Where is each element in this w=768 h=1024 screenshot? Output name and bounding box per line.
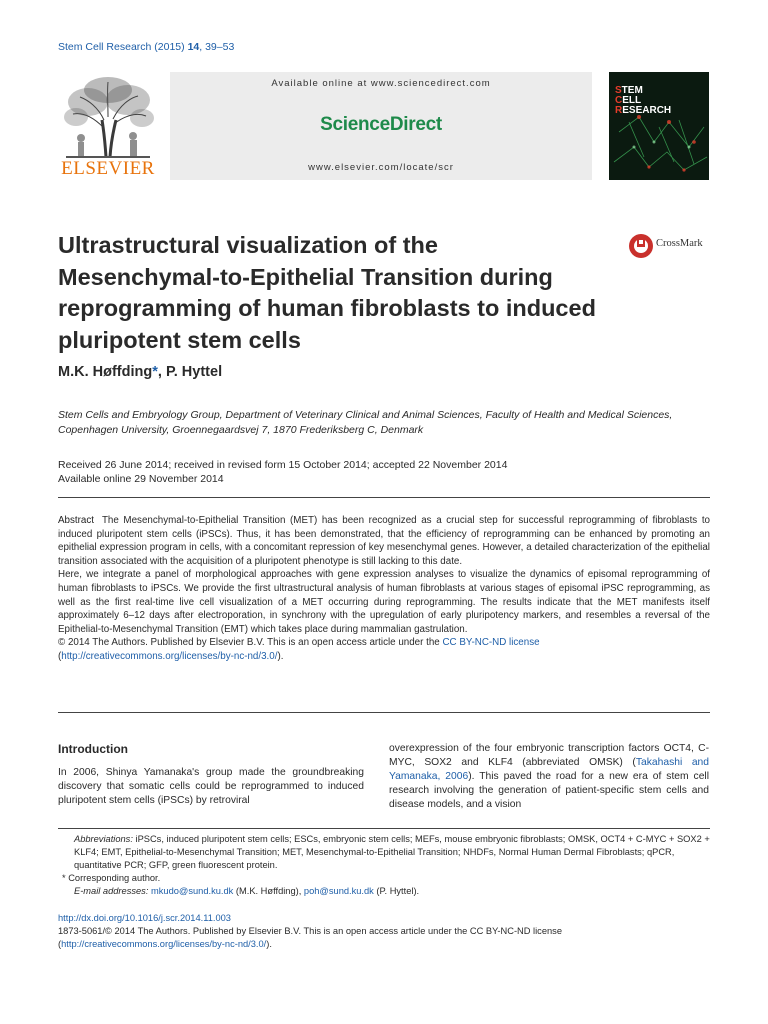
- received-dates: Received 26 June 2014; received in revised form 15 October 2014; accepted 22 November 2014: [58, 459, 508, 471]
- crossmark-label[interactable]: CrossMark: [656, 238, 703, 249]
- email-label: E-mail addresses:: [74, 886, 149, 896]
- crossmark-icon[interactable]: [628, 233, 654, 259]
- available-date: Available online 29 November 2014: [58, 473, 224, 485]
- citation-link[interactable]: Takahashi and Yamanaka, 2006: [389, 757, 709, 782]
- elsevier-wordmark: ELSEVIER: [61, 158, 155, 179]
- email-link[interactable]: mkudo@sund.ku.dk: [151, 886, 234, 896]
- email-footnote: E-mail addresses: mkudo@sund.ku.dk (M.K. Høffding), poh@sund.ku.dk (P. Hyttel).: [74, 886, 420, 896]
- journal-homepage-url[interactable]: www.elsevier.com/locate/scr: [308, 162, 454, 173]
- license-url-link[interactable]: http://creativecommons.org/licenses/by-nc-nd/3.0/: [61, 939, 267, 949]
- body-column-right: [389, 742, 709, 812]
- journal-pages: , 39–53: [199, 41, 235, 53]
- journal-volume: 14: [187, 41, 200, 53]
- body-column-left: [58, 742, 364, 808]
- sciencedirect-banner: [170, 72, 592, 180]
- affiliation: Stem Cells and Embryology Group, Department of Veterinary Clinical and Animal Sciences, Faculty of Health and Medical Sciences, Copenhagen University, Groennegaardsvej 7, 1870 Frederiksberg C, Denmark: [58, 409, 673, 436]
- author-name: , P. Hyttel: [157, 364, 223, 380]
- abstract-copyright: © 2014 The Authors. Published by Elsevier B.V. This is an open access article under the CC BY-NC-ND license: [58, 637, 540, 649]
- abbreviations-label: Abbreviations:: [74, 834, 133, 844]
- journal-cover[interactable]: [609, 72, 709, 180]
- abbreviations-footnote: Abbreviations: iPSCs, induced pluripotent stem cells; ESCs, embryonic stem cells; MEFs, mouse embryonic fibroblasts; OMSK, OCT4 + C-MYC + SOX2 + KLF4; EMT, Epithelial-to-Mesenchymal Transition; MET, Mesenchymal-to-Epithelial Transition; NHDFs, Normal Human Dermal Fibroblasts; qPCR, quantitative PCR; GFP, green fluorescent protein.: [74, 834, 710, 870]
- abstract: [58, 514, 710, 664]
- journal-reference[interactable]: [58, 41, 234, 53]
- article-history: [58, 458, 710, 486]
- doi-link[interactable]: http://dx.doi.org/10.1016/j.scr.2014.11.003: [58, 913, 231, 923]
- article-identifiers: [58, 912, 710, 951]
- issn-line: 1873-5061/© 2014 The Authors. Published by Elsevier B.V. This is an open access article under the CC BY-NC-ND license: [58, 926, 562, 936]
- license-url-line: (http://creativecommons.org/licenses/by-nc-nd/3.0/).: [58, 939, 272, 949]
- article-title: Ultrastructural visualization of the Mesenchymal-to-Epithelial Transition during reprogramming of human fibroblasts to induced pluripotent stem cells: [58, 232, 596, 353]
- abstract-license-url: (http://creativecommons.org/licenses/by-nc-nd/3.0/).: [58, 650, 284, 662]
- divider: [58, 712, 710, 713]
- body-paragraph: overexpression of the four embryonic transcription factors OCT4, C-MYC, SOX2 and KLF4 (abbreviated OMSK) (Takahashi and Yamanaka, 2006). This paved the road for a new era of stem cell research involving the generation of patient-specific stem cells and disease models, and a vision: [389, 743, 710, 810]
- author-name: M.K. Høffding: [58, 364, 153, 380]
- available-online-text[interactable]: Available online at www.sciencedirect.com: [271, 78, 491, 89]
- license-url-link[interactable]: http://creativecommons.org/licenses/by-nc-nd/3.0/: [61, 650, 278, 662]
- corresponding-author-link[interactable]: *: [152, 364, 158, 380]
- body-paragraph: In 2006, Shinya Yamanaka's group made the groundbreaking discovery that somatic cells could be reprogrammed to induced pluripotent stem cells (iPSCs) by retroviral: [58, 767, 364, 806]
- abstract-paragraph: Abstract The Mesenchymal-to-Epithelial Transition (MET) has been recognized as a crucial step for successful reprogramming of fibroblasts to induced pluripotent stem cells (iPSCs). Thus, it has been demonstrated, that the efficiency of reprogramming can be enhanced by promoting an epithelial expression program in cells, with a concomitant repression of key mesenchymal genes. However, a detailed characterization of the epithelial transition associated with the acquisition of a pluripotent phenotype is still lacking to this date.: [58, 515, 710, 567]
- corresponding-author-note: * Corresponding author.: [62, 873, 161, 883]
- email-link[interactable]: poh@sund.ku.dk: [303, 886, 374, 896]
- sciencedirect-logo[interactable]: ScienceDirect: [320, 114, 442, 135]
- author-list: [58, 364, 222, 380]
- footnote-divider: [58, 828, 710, 829]
- divider: [58, 497, 710, 498]
- journal-name: Stem Cell Research (2015): [58, 41, 188, 53]
- cover-title: STEM CELL RESEARCH: [615, 85, 672, 116]
- section-heading: Introduction: [58, 742, 128, 756]
- abstract-label: Abstract: [58, 515, 94, 526]
- abstract-paragraph: Here, we integrate a panel of morphological approaches with gene expression analyses to visualize the dynamics of episomal reprogramming of human fibroblasts to iPSCs. We provide the first ultrastructural analysis of human fibroblasts at various stages of episomal iPSC reprogramming, as well as the first real-time live cell visualization of a MET occurring during reprogramming. The results indicate that the MET manifests itself approximately 6–12 days after electroporation, in synchrony with the upregulation of early pluripotency markers, and resembles a reversal of the Epithelial-to-Mesenchymal Transition (EMT) which takes place during mammalian gastrulation.: [58, 569, 710, 635]
- license-link[interactable]: CC BY-NC-ND license: [442, 637, 540, 649]
- footnotes: [58, 833, 710, 898]
